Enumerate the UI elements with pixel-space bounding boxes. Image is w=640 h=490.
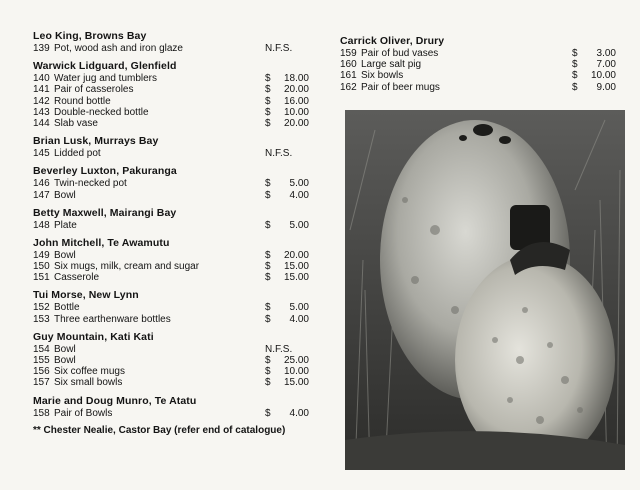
item-price xyxy=(265,250,309,261)
artist-name: Brian Lusk, Murrays Bay xyxy=(33,135,159,148)
artist-name: Guy Mountain, Kati Kati xyxy=(33,330,154,343)
item-description: Bowl xyxy=(54,355,76,366)
item-price xyxy=(265,190,309,201)
artist-group xyxy=(33,135,333,159)
currency-symbol: $ xyxy=(265,261,271,273)
item-description: Water jug and tumblers xyxy=(54,73,158,85)
price-amount: 25.00 xyxy=(283,355,309,366)
item-price xyxy=(265,73,309,84)
item-description: Six small bowls xyxy=(54,377,123,389)
item-number: 158 xyxy=(33,407,50,419)
catalogue-item xyxy=(33,73,333,84)
item-number: 144 xyxy=(33,117,50,129)
item-price xyxy=(265,344,292,355)
currency-symbol: $ xyxy=(572,59,578,71)
item-price xyxy=(572,82,616,93)
item-price xyxy=(265,118,309,129)
catalogue-item xyxy=(33,96,333,107)
catalogue-item xyxy=(33,220,333,231)
item-description: Pot, wood ash and iron glaze xyxy=(54,43,183,54)
catalogue-item xyxy=(33,43,333,54)
item-number: 140 xyxy=(33,73,50,85)
item-description: Six coffee mugs xyxy=(54,366,125,378)
catalogue-item xyxy=(33,366,333,377)
item-description: Round bottle xyxy=(54,95,111,107)
artist-group xyxy=(33,60,333,129)
currency-symbol: $ xyxy=(265,219,271,231)
artist-group xyxy=(33,395,333,419)
item-description: Large salt pig xyxy=(361,59,422,71)
currency-symbol: $ xyxy=(265,178,271,190)
footnote: ** Chester Nealie, Castor Bay (refer end of catalogue) xyxy=(33,424,286,436)
price-amount: 5.00 xyxy=(289,302,309,314)
item-number: 141 xyxy=(33,84,50,96)
item-number: 150 xyxy=(33,261,50,273)
artist-name: Marie and Doug Munro, Te Atatu xyxy=(33,394,197,407)
item-number: 160 xyxy=(340,59,357,71)
catalogue-item xyxy=(33,178,333,189)
item-description: Casserole xyxy=(54,272,100,284)
price-amount: 4.00 xyxy=(289,407,309,419)
item-number: 151 xyxy=(33,272,50,284)
price-amount: 18.00 xyxy=(283,73,309,85)
item-number: 153 xyxy=(33,313,50,325)
currency-symbol: $ xyxy=(265,95,271,107)
catalogue-item xyxy=(33,377,333,388)
currency-symbol: $ xyxy=(572,70,578,82)
price-amount: 4.00 xyxy=(289,189,309,201)
item-number: 162 xyxy=(340,81,357,93)
item-number: 145 xyxy=(33,148,50,160)
currency-symbol: $ xyxy=(265,272,271,284)
catalogue-item xyxy=(33,344,333,355)
item-description: Pair of bud vases xyxy=(361,48,439,59)
currency-symbol: $ xyxy=(265,313,271,325)
catalogue-item xyxy=(33,408,333,419)
catalogue-item xyxy=(33,250,333,261)
pottery-photo-image xyxy=(345,110,625,470)
item-number: 143 xyxy=(33,106,50,118)
price-amount: 20.00 xyxy=(283,117,309,129)
artist-name: Warwick Lidguard, Glenfield xyxy=(33,60,177,73)
catalogue-item xyxy=(33,118,333,129)
item-description: Twin-necked pot xyxy=(54,178,127,190)
item-number: 149 xyxy=(33,249,50,261)
currency-symbol: $ xyxy=(265,84,271,96)
artist-name: Betty Maxwell, Mairangi Bay xyxy=(33,206,177,219)
currency-symbol: $ xyxy=(265,366,271,378)
artist-group xyxy=(340,35,620,93)
item-description: Pair of beer mugs xyxy=(361,81,440,93)
price-amount: 16.00 xyxy=(283,95,309,107)
price-amount: 3.00 xyxy=(596,48,616,59)
item-price xyxy=(265,408,309,419)
item-description: Double-necked bottle xyxy=(54,106,149,118)
currency-symbol: $ xyxy=(265,106,271,118)
catalogue-item xyxy=(340,70,620,81)
left-column xyxy=(33,30,333,436)
right-column xyxy=(340,35,620,99)
price-amount: 10.00 xyxy=(283,106,309,118)
price-amount: 9.00 xyxy=(596,81,616,93)
item-number: 148 xyxy=(33,219,50,231)
price-amount: 5.00 xyxy=(289,178,309,190)
pottery-photo xyxy=(345,110,625,470)
item-price xyxy=(265,377,309,388)
catalogue-item xyxy=(33,272,333,283)
item-number: 152 xyxy=(33,302,50,314)
artist-name: Carrick Oliver, Drury xyxy=(340,35,445,47)
catalogue-item xyxy=(33,355,333,366)
artist-group xyxy=(33,237,333,284)
item-description: Pair of casseroles xyxy=(54,84,134,96)
item-price xyxy=(265,261,309,272)
artist-group xyxy=(33,30,333,54)
not-for-sale-label: N.F.S. xyxy=(265,343,293,355)
artist-name: Beverley Luxton, Pakuranga xyxy=(33,165,177,178)
catalogue-item xyxy=(340,59,620,70)
item-description: Plate xyxy=(54,219,77,231)
not-for-sale-label: N.F.S. xyxy=(265,148,293,160)
item-description: Slab vase xyxy=(54,117,98,129)
currency-symbol: $ xyxy=(572,81,578,93)
item-number: 156 xyxy=(33,366,50,378)
artist-group xyxy=(33,331,333,389)
price-amount: 15.00 xyxy=(283,272,309,284)
item-number: 154 xyxy=(33,343,50,355)
price-amount: 4.00 xyxy=(289,313,309,325)
catalogue-item xyxy=(340,82,620,93)
currency-symbol: $ xyxy=(572,48,578,59)
price-amount: 20.00 xyxy=(283,84,309,96)
not-for-sale-label: N.F.S. xyxy=(265,43,293,54)
currency-symbol: $ xyxy=(265,117,271,129)
item-number: 146 xyxy=(33,178,50,190)
item-description: Six mugs, milk, cream and sugar xyxy=(54,261,200,273)
item-price xyxy=(265,366,309,377)
item-description: Pair of Bowls xyxy=(54,407,113,419)
artist-name: Tui Morse, New Lynn xyxy=(33,289,139,302)
item-number: 147 xyxy=(33,189,50,201)
price-amount: 5.00 xyxy=(289,219,309,231)
item-price xyxy=(265,355,309,366)
artist-name: John Mitchell, Te Awamutu xyxy=(33,236,170,249)
item-description: Bowl xyxy=(54,249,76,261)
item-description: Bowl xyxy=(54,189,76,201)
price-amount: 15.00 xyxy=(283,261,309,273)
price-amount: 20.00 xyxy=(283,249,309,261)
artist-group xyxy=(33,289,333,324)
item-description: Bowl xyxy=(54,343,76,355)
item-description: Bottle xyxy=(54,302,80,314)
item-price xyxy=(265,314,309,325)
item-price xyxy=(572,70,616,81)
catalogue-item xyxy=(33,302,333,313)
item-price xyxy=(572,48,616,59)
item-price xyxy=(265,272,309,283)
item-price xyxy=(265,148,292,159)
price-amount: 10.00 xyxy=(590,70,616,82)
price-amount: 15.00 xyxy=(283,377,309,389)
item-price xyxy=(265,302,309,313)
item-number: 139 xyxy=(33,43,50,54)
currency-symbol: $ xyxy=(265,73,271,85)
currency-symbol: $ xyxy=(265,189,271,201)
item-number: 155 xyxy=(33,355,50,366)
currency-symbol: $ xyxy=(265,302,271,314)
artist-name: Leo King, Browns Bay xyxy=(33,30,147,42)
currency-symbol: $ xyxy=(265,249,271,261)
catalogue-item xyxy=(33,84,333,95)
item-price xyxy=(265,84,309,95)
artist-group xyxy=(33,207,333,231)
item-number: 157 xyxy=(33,377,50,389)
currency-symbol: $ xyxy=(265,377,271,389)
item-price xyxy=(265,107,309,118)
item-price xyxy=(265,220,309,231)
currency-symbol: $ xyxy=(265,355,271,366)
catalogue-item xyxy=(33,107,333,118)
catalogue-item xyxy=(340,48,620,59)
catalogue-item xyxy=(33,314,333,325)
catalogue-item xyxy=(33,148,333,159)
item-price xyxy=(572,59,616,70)
catalogue-item xyxy=(33,261,333,272)
item-price xyxy=(265,96,309,107)
item-description: Six bowls xyxy=(361,70,404,82)
item-description: Three earthenware bottles xyxy=(54,313,171,325)
currency-symbol: $ xyxy=(265,407,271,419)
item-description: Lidded pot xyxy=(54,148,101,160)
price-amount: 10.00 xyxy=(283,366,309,378)
item-number: 142 xyxy=(33,95,50,107)
item-price xyxy=(265,178,309,189)
item-price xyxy=(265,43,292,54)
artist-group xyxy=(33,165,333,200)
item-number: 159 xyxy=(340,48,357,59)
item-number: 161 xyxy=(340,70,357,82)
price-amount: 7.00 xyxy=(596,59,616,71)
catalogue-item xyxy=(33,190,333,201)
